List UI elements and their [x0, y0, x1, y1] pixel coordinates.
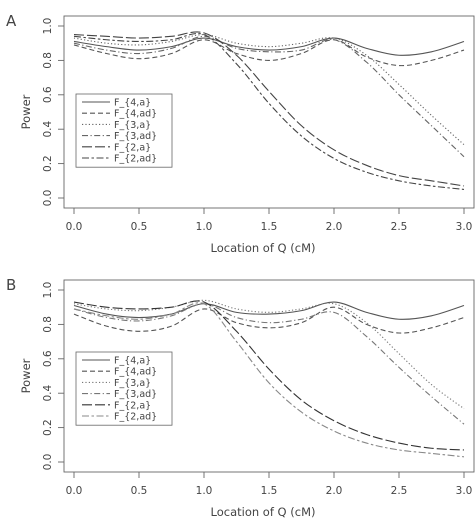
legend-label: F_{3,a}	[114, 119, 152, 131]
y-axis-label: Power	[19, 94, 33, 130]
panel-label: A	[6, 12, 17, 30]
y-tick-label: 0.8	[42, 52, 54, 69]
legend	[76, 352, 172, 425]
y-tick-label: 0.4	[42, 384, 54, 402]
legend-label: F_{4,a}	[114, 355, 152, 367]
x-axis-label: Location of Q (cM)	[210, 505, 316, 519]
x-tick-label: 1.5	[260, 485, 278, 497]
y-tick-label: 0.6	[42, 350, 54, 368]
x-tick-label: 1.0	[195, 221, 213, 233]
legend-label: F_{4,a}	[114, 97, 152, 109]
y-tick-label: 0.8	[42, 316, 54, 333]
y-tick-label: 0.2	[42, 419, 54, 436]
x-tick-label: 2.5	[390, 485, 408, 497]
y-axis-label: Power	[19, 358, 33, 394]
legend-label: F_{3,a}	[114, 377, 152, 389]
legend-label: F_{2,a}	[114, 400, 152, 412]
x-tick-label: 0.0	[65, 221, 83, 233]
x-tick-label: 3.0	[455, 221, 473, 233]
legend-label: F_{3,ad}	[114, 131, 158, 143]
y-tick-label: 0.0	[42, 453, 54, 471]
legend-label: F_{2,ad}	[114, 153, 158, 165]
y-tick-label: 1.0	[42, 281, 54, 299]
x-tick-label: 2.5	[390, 221, 408, 233]
x-tick-label: 2.0	[325, 485, 343, 497]
y-tick-label: 0.2	[42, 155, 54, 172]
y-tick-label: 0.6	[42, 86, 54, 104]
series-line-2	[74, 40, 464, 66]
y-tick-label: 0.4	[42, 120, 54, 138]
x-tick-label: 0.5	[130, 221, 148, 233]
x-tick-label: 1.5	[260, 221, 278, 233]
x-tick-label: 0.5	[130, 485, 148, 497]
chart-panel-b	[6, 276, 474, 519]
legend-label: F_{2,ad}	[114, 411, 158, 423]
x-axis-label: Location of Q (cM)	[210, 241, 316, 255]
panel-label: B	[6, 276, 17, 294]
legend-label: F_{4,ad}	[114, 108, 158, 120]
legend-label: F_{4,ad}	[114, 366, 158, 378]
x-tick-label: 3.0	[455, 485, 473, 497]
y-tick-label: 1.0	[42, 17, 54, 35]
x-tick-label: 2.0	[325, 221, 343, 233]
chart-panel-a	[6, 12, 474, 255]
legend-label: F_{2,a}	[114, 142, 152, 154]
x-tick-label: 1.0	[195, 485, 213, 497]
legend-label: F_{3,ad}	[114, 389, 158, 401]
legend	[76, 94, 172, 167]
y-tick-label: 0.0	[42, 189, 54, 207]
x-tick-label: 0.0	[65, 485, 83, 497]
